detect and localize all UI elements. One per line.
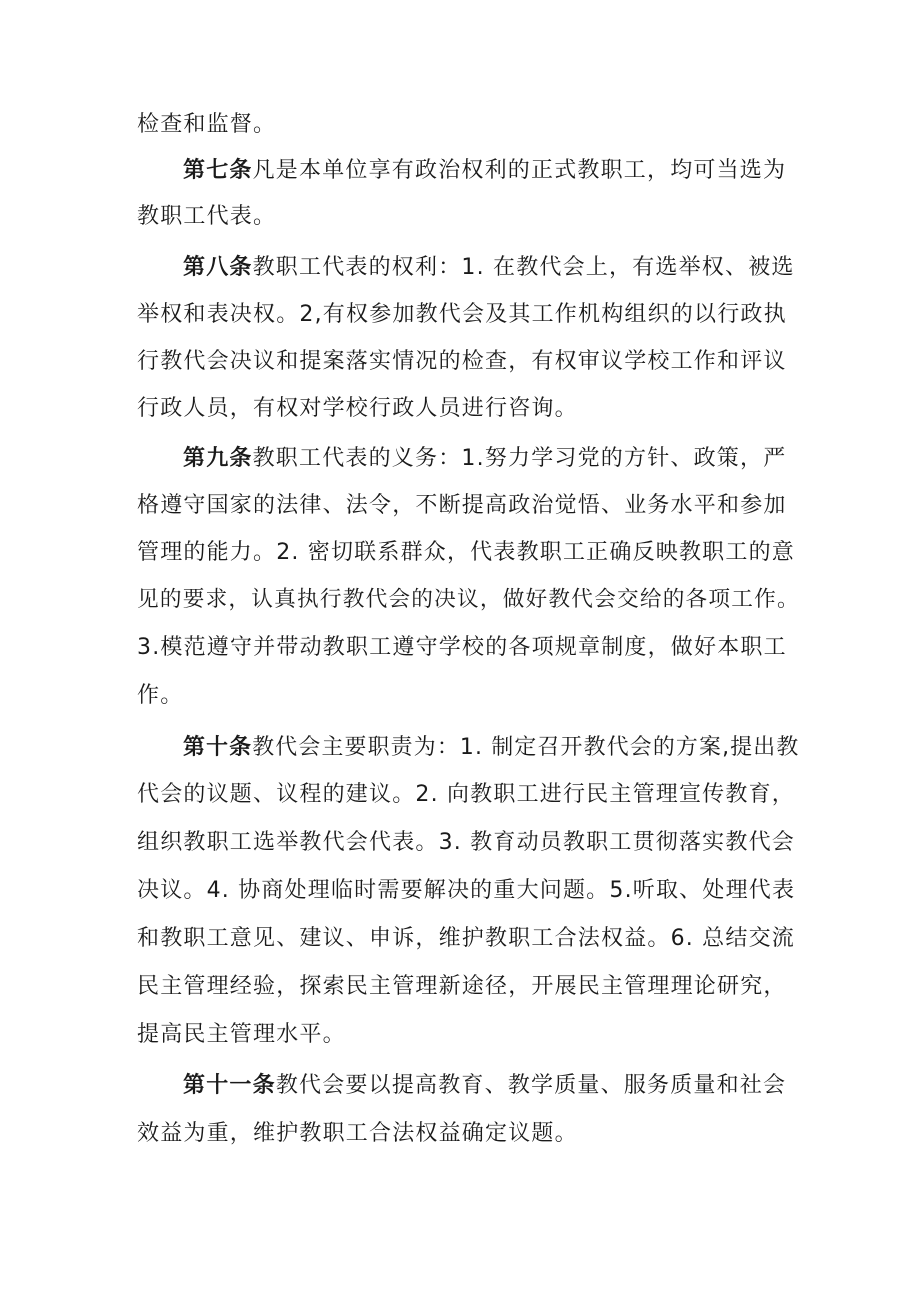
paragraph-line bbox=[137, 876, 795, 906]
paragraph-line bbox=[137, 110, 276, 140]
line-text: 3.模范遵守并带动教职工遵守学校的各项规章制度，做好本职工 bbox=[137, 635, 787, 660]
line-text: 效益为重，维护教职工合法权益确定议题。 bbox=[137, 1121, 578, 1146]
line-text: 教职工代表的权利：1. 在教代会上，有选举权、被选 bbox=[252, 255, 795, 280]
line-text: 代会的议题、议程的建议。2. 向教职工进行民主管理宣传教育， bbox=[137, 782, 795, 807]
paragraph-line bbox=[137, 972, 787, 1002]
article-heading: 第十条 bbox=[183, 735, 253, 760]
line-text: 教职工代表。 bbox=[137, 204, 277, 229]
line-text: 举权和表决权。2,有权参加教代会及其工作机构组织的以行政执 bbox=[137, 302, 787, 327]
line-text: 提高民主管理水平。 bbox=[137, 1022, 346, 1047]
paragraph-line bbox=[137, 538, 795, 568]
paragraph-line bbox=[137, 585, 800, 615]
line-text: 民主管理经验，探索民主管理新途径，开展民主管理理论研究， bbox=[137, 974, 787, 999]
paragraph-line bbox=[137, 300, 787, 330]
paragraph-line bbox=[137, 491, 787, 521]
line-text: 检查和监督。 bbox=[137, 112, 277, 137]
paragraph-line bbox=[137, 828, 795, 858]
line-text: 凡是本单位享有政治权利的正式教职工，均可当选为 bbox=[252, 158, 787, 183]
line-text: 组织教职工选举教代会代表。3. 教育动员教职工贯彻落实教代会 bbox=[137, 830, 795, 855]
line-text: 作。 bbox=[137, 683, 184, 708]
line-text: 教代会主要职责为：1. 制定召开教代会的方案,提出教 bbox=[252, 735, 800, 760]
article-8-first-line bbox=[183, 253, 795, 283]
line-text: 教代会要以提高教育、教学质量、服务质量和社会 bbox=[275, 1073, 787, 1098]
paragraph-line bbox=[137, 681, 183, 711]
line-text: 格遵守国家的法律、法令，不断提高政治觉悟、业务水平和参加 bbox=[137, 493, 787, 518]
line-text: 行政人员，有权对学校行政人员进行咨询。 bbox=[137, 396, 578, 421]
paragraph-line bbox=[137, 924, 795, 954]
paragraph-line bbox=[137, 347, 787, 377]
article-10-first-line bbox=[183, 733, 799, 763]
article-heading: 第七条 bbox=[183, 158, 253, 183]
paragraph-line bbox=[137, 1020, 346, 1050]
article-9-first-line bbox=[183, 444, 786, 474]
article-11-first-line bbox=[183, 1071, 786, 1101]
article-heading: 第九条 bbox=[183, 446, 253, 471]
article-7-first-line bbox=[183, 156, 786, 186]
paragraph-line bbox=[137, 394, 578, 424]
line-text: 见的要求，认真执行教代会的决议，做好教代会交给的各项工作。 bbox=[137, 587, 800, 612]
paragraph-line bbox=[137, 633, 787, 663]
paragraph-line bbox=[137, 202, 276, 232]
line-text: 决议。4. 协商处理临时需要解决的重大问题。5.听取、处理代表 bbox=[137, 878, 796, 903]
line-text: 和教职工意见、建议、申诉，维护教职工合法权益。6. 总结交流 bbox=[137, 926, 795, 951]
line-text: 行教代会决议和提案落实情况的检查，有权审议学校工作和评议 bbox=[137, 349, 787, 374]
paragraph-line bbox=[137, 780, 795, 810]
article-heading: 第八条 bbox=[183, 255, 253, 280]
paragraph-line bbox=[137, 1119, 578, 1149]
line-text: 管理的能力。2. 密切联系群众，代表教职工正确反映教职工的意 bbox=[137, 540, 795, 565]
line-text: 教职工代表的义务：1.努力学习党的方针、政策，严 bbox=[252, 446, 787, 471]
article-heading: 第十一条 bbox=[183, 1073, 276, 1098]
